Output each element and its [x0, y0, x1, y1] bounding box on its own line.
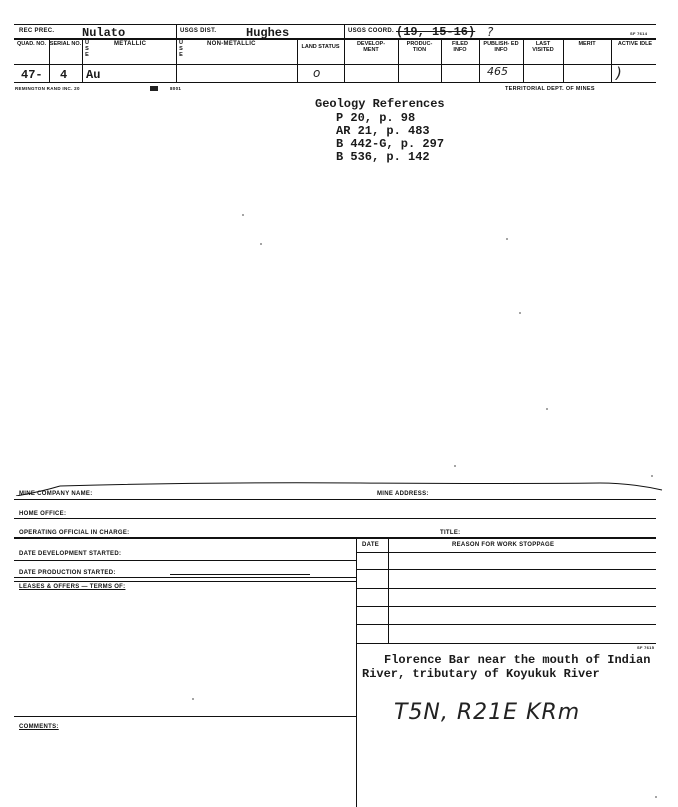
header-top-rule [14, 24, 656, 25]
form-number-top: SF 7614 [630, 31, 648, 36]
home-office-label: HOME OFFICE: [19, 511, 67, 517]
col-production: PRODUC- TION [406, 41, 433, 53]
reason-col-label: REASON FOR WORK STOPPAGE [452, 542, 555, 548]
comments-label: COMMENTS: [19, 724, 59, 730]
date-col-label: DATE [362, 542, 380, 548]
usgs-coord-label: USGS COORD. [348, 28, 394, 34]
right-panel-divider [356, 537, 357, 807]
reference-item: B 442-G, p. 297 [336, 137, 445, 151]
col-use-nonmetallic-prefix: U S E [179, 40, 183, 58]
row-quad: 47- [21, 68, 43, 82]
row-serial: 4 [60, 68, 68, 82]
rec-prec-label: REC PREC. [19, 28, 55, 34]
reference-item: AR 21, p. 483 [336, 124, 430, 138]
imprint-mark [150, 86, 158, 91]
row-metallic: Au [86, 68, 101, 82]
col-serial-no: SERIAL NO. [49, 41, 82, 47]
col-active-idle: ACTIVE IDLE [617, 41, 653, 47]
col-last-visited: LAST VISITED [532, 41, 554, 53]
agency-name: TERRITORIAL DEPT. OF MINES [505, 86, 595, 92]
torn-card-edge [0, 476, 678, 496]
column-header-rule [14, 64, 656, 65]
usgs-dist-value: Hughes [246, 26, 290, 40]
date-development-label: DATE DEVELOPMENT STARTED: [19, 551, 122, 557]
mine-company-name-label: MINE COMPANY NAME: [19, 491, 93, 497]
printer-code: 8001 [170, 86, 182, 91]
township-range-handwritten: T5N, R21E KRm [394, 700, 581, 725]
references-heading: Geology References [315, 97, 445, 111]
printer-imprint: REMINGTON RAND INC. 20 [15, 86, 80, 91]
col-development: DEVELOP- MENT [356, 41, 386, 53]
title-label: TITLE: [440, 530, 461, 536]
col-land-status: LAND STATUS [301, 44, 340, 50]
col-merit: MERIT [578, 41, 596, 47]
usgs-dist-label: USGS DIST. [180, 28, 217, 34]
location-line-1: Florence Bar near the mouth of Indian [384, 653, 651, 667]
mine-address-label: MINE ADDRESS: [377, 491, 429, 497]
form-number-bottom: SF 7615 [637, 645, 655, 650]
col-metallic: METALLIC [114, 41, 147, 47]
date-production-label: DATE PRODUCTION STARTED: [19, 570, 116, 576]
rec-prec-value: Nulato [82, 26, 126, 40]
col-filed-info: FILED INFO [452, 41, 468, 53]
col-published-info: PUBLISH- ED INFO [483, 41, 519, 53]
row-published-info: 465 [487, 65, 508, 78]
operating-official-label: OPERATING OFFICIAL IN CHARGE: [19, 530, 130, 536]
data-row-rule [14, 82, 656, 83]
usgs-coord-mark: ? [487, 25, 494, 39]
reference-item: B 536, p. 142 [336, 150, 430, 164]
col-quad-no: QUAD. NO. [16, 41, 47, 47]
reference-item: P 20, p. 98 [336, 111, 416, 125]
col-use-metallic-prefix: U S E [85, 40, 89, 58]
col-nonmetallic: NON-METALLIC [207, 41, 256, 47]
row-land-status: o [313, 66, 321, 80]
usgs-coord-value: (19, 15-16) [396, 25, 476, 39]
row-active-idle: ) [616, 64, 622, 82]
leases-label: LEASES & OFFERS — TERMS OF: [19, 584, 126, 590]
location-line-2: River, tributary of Koyukuk River [362, 667, 600, 681]
